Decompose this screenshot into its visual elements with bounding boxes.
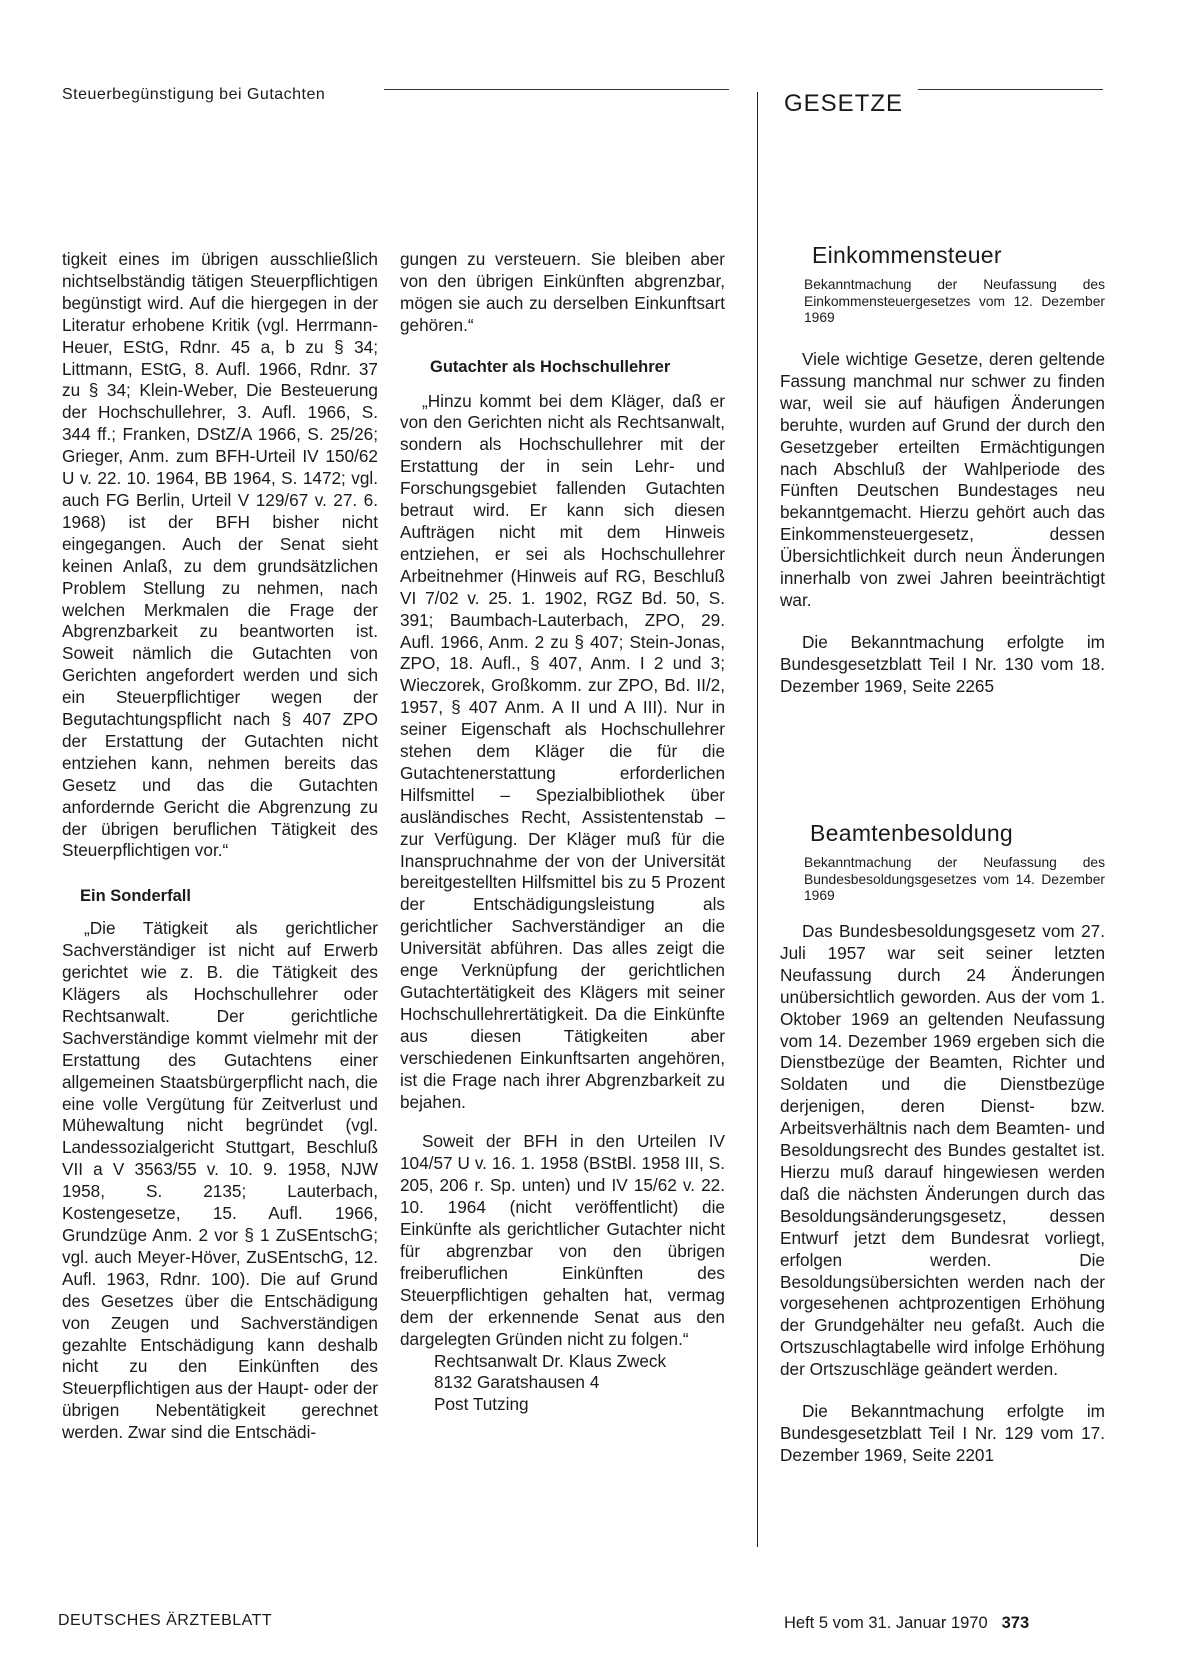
article-column-2 [400, 249, 725, 1416]
paragraph: Die Bekanntmachung erfolgte im Bundesgesetzblatt Teil I Nr. 129 vom 17. Dezember 1969, Seite 2201 [780, 1401, 1105, 1465]
paragraph: Viele wichtige Gesetze, deren geltende Fassung manchmal nur schwer zu finden war, weil sie auf häufigen Änderungen beruhte, wurden auf Grund der durch den Gesetzgeber erteilten Ermächtigungen nach Abschluß der Wahlperiode des Fünften Deutschen Bundestages neu bekanntgemacht. Hierzu gehört auch das Einkommensteuergesetz, dessen Übersichtlichkeit durch neun Änderungen innerhalb von zwei Jahren beeinträchtigt war. [780, 349, 1105, 610]
paragraph: Das Bundesbesoldungsgesetz vom 27. Juli 1957 war seit seiner letzten Neufassung durch 24 Änderungen unübersichtlich geworden. Aus der vom 1. Oktober 1969 an geltenden Neufassung vom 14. Dezember 1969 ergeben sich die Dienstbezüge der Beamten, Richter und Soldaten und die Dienstbezüge derjenigen, deren Dienst- bzw. Arbeitsverhältnis nach dem Beamten- und Besoldungsrecht des Bundes gestaltet ist. Hierzu muß darauf hingewiesen werden daß die nächsten Änderungen durch das Besoldungsänderungsgesetz, dessen Entwurf jetzt dem Bundesrat vorliegt, erfolgen werden. Die Besoldungsübersichten werden nach der vorgesehenen achtprozentigen Erhöhung der Grundgehälter neu gefaßt. Auch die Ortszuschlagtabelle wird infolge Erhöhung der Ortszuschläge geändert werden. [780, 921, 1105, 1380]
subheading: Ein Sonderfall [80, 887, 191, 906]
paragraph: Die Bekanntmachung erfolgte im Bundesgesetzblatt Teil I Nr. 130 vom 18. Dezember 1969, Seite 2265 [780, 631, 1105, 696]
section-heading: GESETZE [784, 90, 904, 117]
author-post: Post Tutzing [434, 1394, 529, 1415]
footer-issue [784, 1614, 1029, 1633]
column-divider [757, 92, 758, 1547]
author-address: 8132 Garatshausen 4 [434, 1372, 600, 1393]
paragraph: gungen zu versteuern. Sie bleiben aber von den übrigen Einkünften abgrenzbar, mögen sie auch zu derselben Einkunftsart gehören.“ [400, 249, 725, 335]
paragraph: „Hinzu kommt bei dem Kläger, daß er von den Gerichten nicht als Rechtsanwalt, sondern als Hochschullehrer mit der Erstattung der in sein Lehr- und Forschungsgebiet fallenden Gutachten betraut wird. Er kann sich diesen Aufträgen nicht mit dem Hinweis entziehen, er sei als Hochschullehrer Arbeitnehmer (Hinweis auf RG, Beschluß VI 7/02 v. 25. 1. 1902, RGZ Bd. 50, S. 391; Baumbach-Lauterbach, ZPO, 29. Aufl. 1966, Anm. 2 zu § 407; Stein-Jonas, ZPO, 18. Aufl., § 407, Anm. I 2 und 3; Wieczorek, Großkomm. zur ZPO, Bd. II/2, 1957, § 407 Anm. A II und A III). Nur in seiner Eigenschaft als Hochschullehrer stehen dem Kläger die für die Gutachtenerstattung erforderlichen Hilfsmittel – Spezialbibliothek über ausländisches Recht, Assistentenstab – zur Verfügung. Der Kläger muß für die Inanspruchnahme der von der Universität bereitgestellten Hilfsmittel bis zu 5 Prozent der Entschädigungsleistung als gerichtlicher Sachverständiger an die Universität abführen. Das alles zeigt die enge Verknüpfung der gerichtlichen Gutachtertätigkeit des Klägers mit seiner Hochschullehrertätigkeit. Da die Einkünfte aus diesen Tätigkeiten aber verschiedenen Einkunftsarten angehören, ist die Frage nach ihrer Abgrenzbarkeit zu bejahen. [400, 390, 725, 1112]
issue-date: Heft 5 vom 31. Januar 1970 [784, 1614, 988, 1632]
notice-subtitle: Bekanntmachung der Neufassung des Bundesbesoldungsgesetzes vom 14. Dezember 1969 [804, 854, 1105, 904]
notice-title: Einkommensteuer [812, 242, 1002, 268]
article-column-1 [62, 249, 378, 1444]
paragraph: „Die Tätigkeit als gerichtlicher Sachverständiger ist nicht auf Erwerb gerichtet wie z. B. die Tätigkeit des Klägers als Hochschullehrer oder Rechtsanwalt. Der gerichtliche Sachverständige kommt vielmehr mit der Erstattung des Gutachtens einer allgemeinen Staatsbürgerpflicht nach, die eine volle Vergütung für Zeitverlust und Mühewaltung nicht begründet (vgl. Landessozialgericht Stuttgart, Beschluß VII a V 3563/55 v. 10. 9. 1958, NJW 1958, S. 2135; Lauterbach, Kostengesetze, 15. Aufl. 1966, Grundzüge Anm. 2 vor § 1 ZuSEntschG; vgl. auch Meyer-Höver, ZuSEntschG, 12. Aufl. 1963, Rdnr. 100). Die auf Grund des Gesetzes über die Entschädigung von Zeugen und Sachverständigen gezahlte Entschädigung kann deshalb nicht zu den Einkünften des Steuerpflichtigen aus der Haupt- oder der übrigen Nebentätigkeit gerechnet werden. Zwar sind die Entschädi- [62, 918, 378, 1443]
notice-subtitle: Bekanntmachung der Neufassung des Einkommensteuergesetzes vom 12. Dezember 1969 [804, 276, 1105, 326]
paragraph: Soweit der BFH in den Urteilen IV 104/57 U v. 16. 1. 1958 (BStBl. 1958 III, S. 205, 206 r. Sp. unten) und IV 15/62 v. 22. 10. 1964 (nicht veröffentlicht) die Einkünfte als gerichtlicher Gutachter nicht für abgrenzbar von den übrigen freiberuflichen Einkünften des Steuerpflichtigen gehalten hat, vermag dem der erkennende Senat aus den dargelegten Gründen nicht zu folgen.“ [400, 1131, 725, 1349]
notice-title: Beamtenbesoldung [810, 820, 1014, 846]
footer-journal: DEUTSCHES ÄRZTEBLATT [58, 1612, 273, 1629]
page-number: 373 [1001, 1614, 1030, 1632]
paragraph: tigkeit eines im übrigen ausschließlich nichtselbständig tätigen Steuerpflichtigen begünstigt wird. Auf die hiergegen in der Literatur erhobene Kritik (vgl. Herrmann-Heuer, EStG, Rdnr. 45 a, b zu § 34; Littmann, EStG, 8. Aufl. 1966, Rdnr. 37 zu § 34; Klein-Weber, Die Besteuerung der Hochschullehrer, 3. Aufl. 1966, S. 344 ff.; Franken, DStZ/A 1966, S. 25/26; Grieger, Anm. zum BFH-Urteil IV 150/62 U v. 22. 10. 1964, BB 1964, S. 1472; vgl. auch FG Berlin, Urteil V 129/67 v. 27. 6. 1968) ist der BFH bisher nicht eingegangen. Auch der Senat sieht keinen Anlaß, zu dem grundsätzlichen Problem Stellung zu nehmen, nach welchen Merkmalen die Frage der Abgrenzbarkeit zu beantworten ist. Soweit nämlich die Gutachten von Gerichten angefordert werden und sich ein Steuerpflichtiger wegen der Begutachtungspflicht nach § 407 ZPO der Erstattung der Gutachten nicht entziehen kann, nehmen bereits das Gesetz und das die Gutachten anfordernde Gericht die Abgrenzung zu der übrigen beruflichen Tätigkeit des Steuerpflichtigen vor.“ [62, 249, 378, 861]
author-name: Rechtsanwalt Dr. Klaus Zweck [434, 1350, 667, 1371]
running-header-title: Steuerbegünstigung bei Gutachten [62, 86, 326, 103]
subheading: Gutachter als Hochschullehrer [430, 357, 671, 376]
law-notice-beamtenbesoldung [780, 820, 1105, 1467]
header-rule-right [918, 89, 1103, 90]
header-rule-left [384, 89, 729, 90]
law-notice-einkommensteuer [780, 242, 1105, 698]
